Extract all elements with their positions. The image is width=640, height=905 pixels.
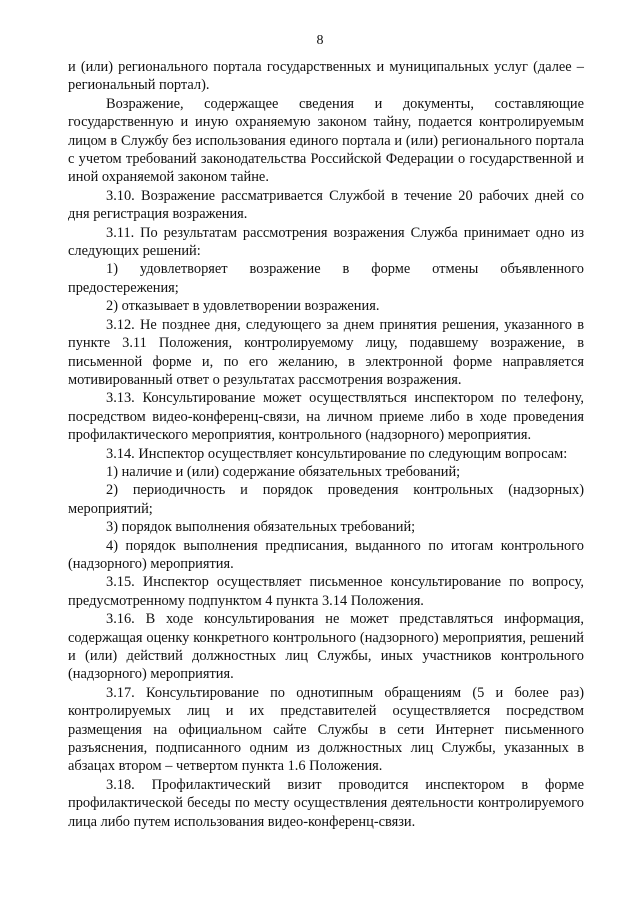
- list-item: 2) отказывает в удовлетворении возражения.: [106, 298, 380, 315]
- paragraph: 3.11. По результатам рассмотрения возражения Служба принимает одно из следующих решений:: [68, 224, 584, 260]
- document-body: [68, 58, 584, 831]
- list-item: 1) удовлетворяет возражение в форме отмены объявленного предостережения;: [68, 261, 584, 296]
- paragraph: 3.18. Профилактический визит проводится инспектором в форме профилактической беседы по месту осуществления деятельности контролируемого лица либо путем использования видео-конференц-связи.: [68, 776, 584, 830]
- paragraph: 3.15. Инспектор осуществляет письменное консультирование по вопросу, предусмотренному подпунктом 4 пункта 3.14 Положения.: [68, 574, 584, 609]
- paragraph: 3.10. Возражение рассматривается Службой в течение 20 рабочих дней со дня регистрация возражения.: [68, 187, 584, 223]
- page-number: 8: [316, 33, 324, 48]
- paragraph: 3.16. В ходе консультирования не может представляться информация, содержащая оценку конкретного контрольного (надзорного) мероприятия, решений и (или) действий должностных лиц Службы, иных участников контрольного (надзорного) мероприятия.: [68, 611, 584, 683]
- list-item: 4) порядок выполнения предписания, выданного по итогам контрольного (надзорного) мероприятия.: [68, 537, 584, 572]
- paragraph: 3.13. Консультирование может осуществляться инспектором по телефону, посредством видео-конференц-связи, на личном приеме либо в ходе проведения профилактического мероприятия, контрольного (надзорного) мероприятия.: [68, 390, 584, 444]
- list-item: 2) периодичность и порядок проведения контрольных (надзорных) мероприятий;: [68, 482, 584, 517]
- paragraph: 3.14. Инспектор осуществляет консультирование по следующим вопросам:: [106, 445, 568, 462]
- paragraph: и (или) регионального портала государственных и муниципальных услуг (далее – региональный портал).: [68, 59, 584, 94]
- list-item: 1) наличие и (или) содержание обязательных требований;: [106, 463, 461, 480]
- paragraph: 3.12. Не позднее дня, следующего за днем принятия решения, указанного в пункте 3.11 Положения, контролируемому лицу, подавшему возражение, в письменной форме и, по его желанию, в электронной форме направляется мотивированный ответ о результатах рассмотрения возражения.: [68, 316, 584, 388]
- list-item: 3) порядок выполнения обязательных требований;: [106, 519, 416, 536]
- paragraph: 3.17. Консультирование по однотипным обращениям (5 и более раз) контролируемых лиц и их представителей осуществляется посредством размещения на официальном сайте Службы в сети Интернет письменного разъяснения, подписанного одним из должностных лиц Службы, указанных в абзацах втором – четвертом пункта 1.6 Положения.: [68, 684, 584, 775]
- paragraph: Возражение, содержащее сведения и документы, составляющие государственную и иную охраняемую законом тайну, подается контролируемым лицом в Службу без использования единого портала и (или) регионального портала с учетом требований законодательства Российской Федерации о государственной и иной охраняемой законом тайне.: [68, 95, 584, 186]
